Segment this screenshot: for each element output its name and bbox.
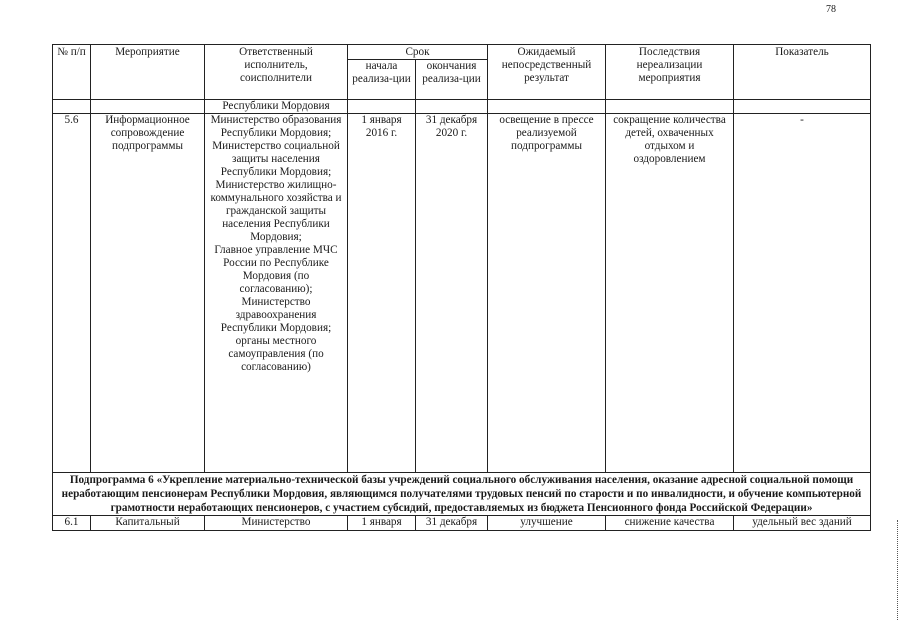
continuation-expected: [488, 100, 606, 114]
row-5-6-indicator: -: [734, 114, 871, 473]
continuation-start: [348, 100, 416, 114]
table-row: [53, 516, 871, 531]
row-6-1-responsible: Министерство: [205, 516, 348, 531]
row-5-6-start: 1 января 2016 г.: [348, 114, 416, 473]
continuation-end: [416, 100, 488, 114]
header-term-start: начала реализа-ции: [348, 60, 416, 100]
header-activity: Мероприятие: [91, 45, 205, 100]
row-5-6-consequences: сокращение количества детей, охваченных отдыхом и оздоровлением: [606, 114, 734, 473]
subprogram-6-title: Подпрограмма 6 «Укрепление материально-технической базы учреждений социального обслуживания населения, оказание адресной социальной помощи неработающим пенсионерам Республики Мордовия, являющимся получателями трудовых пенсий по старости и по инвалидности, и обучение компьютерной грамотности неработающих пенсионеров, с участием субсидий, предоставляемых из бюджета Пенсионного фонда Российской Федерации»: [53, 473, 871, 516]
row-6-1-indicator: удельный вес зданий: [734, 516, 871, 531]
row-5-6-responsible: Министерство образования Республики Мордовия; Министерство социальной защиты населения Республики Мордовия; Министерство жилищно-коммунального хозяйства и гражданской защиты населения Республики Мордовия; Главное управление МЧС России по Республике Мордовия (по согласованию); Министерство здравоохранения Республики Мордовия; органы местного самоуправления (по согласованию): [205, 114, 348, 473]
header-num: № п/п: [53, 45, 91, 100]
row-5-6-end: 31 декабря 2020 г.: [416, 114, 488, 473]
header-consequences: Последствия нереализации мероприятия: [606, 45, 734, 100]
subprogram-row: [53, 473, 871, 516]
page-number: 78: [826, 4, 836, 15]
continuation-consequences: [606, 100, 734, 114]
header-expected: Ожидаемый непосредственный результат: [488, 45, 606, 100]
row-6-1-expected: улучшение: [488, 516, 606, 531]
continuation-row: [53, 100, 871, 114]
row-6-1-num: 6.1: [53, 516, 91, 531]
row-6-1-consequences: снижение качества: [606, 516, 734, 531]
continuation-activity: [91, 100, 205, 114]
row-6-1-activity: Капитальный: [91, 516, 205, 531]
row-6-1-start: 1 января: [348, 516, 416, 531]
header-term: Срок: [348, 45, 488, 60]
continuation-num: [53, 100, 91, 114]
header-indicator: Показатель: [734, 45, 871, 100]
scan-edge-mark: [897, 520, 901, 620]
table-row: [53, 114, 871, 473]
header-term-end: окончания реализа-ции: [416, 60, 488, 100]
continuation-responsible: Республики Мордовия: [205, 100, 348, 114]
activities-table: [52, 44, 871, 531]
header-responsible: Ответственный исполнитель, соисполнители: [205, 45, 348, 100]
row-5-6-activity: Информационное сопровождение подпрограммы: [91, 114, 205, 473]
header-row-1: [53, 45, 871, 60]
continuation-indicator: [734, 100, 871, 114]
row-5-6-num: 5.6: [53, 114, 91, 473]
row-5-6-expected: освещение в прессе реализуемой подпрограммы: [488, 114, 606, 473]
row-6-1-end: 31 декабря: [416, 516, 488, 531]
